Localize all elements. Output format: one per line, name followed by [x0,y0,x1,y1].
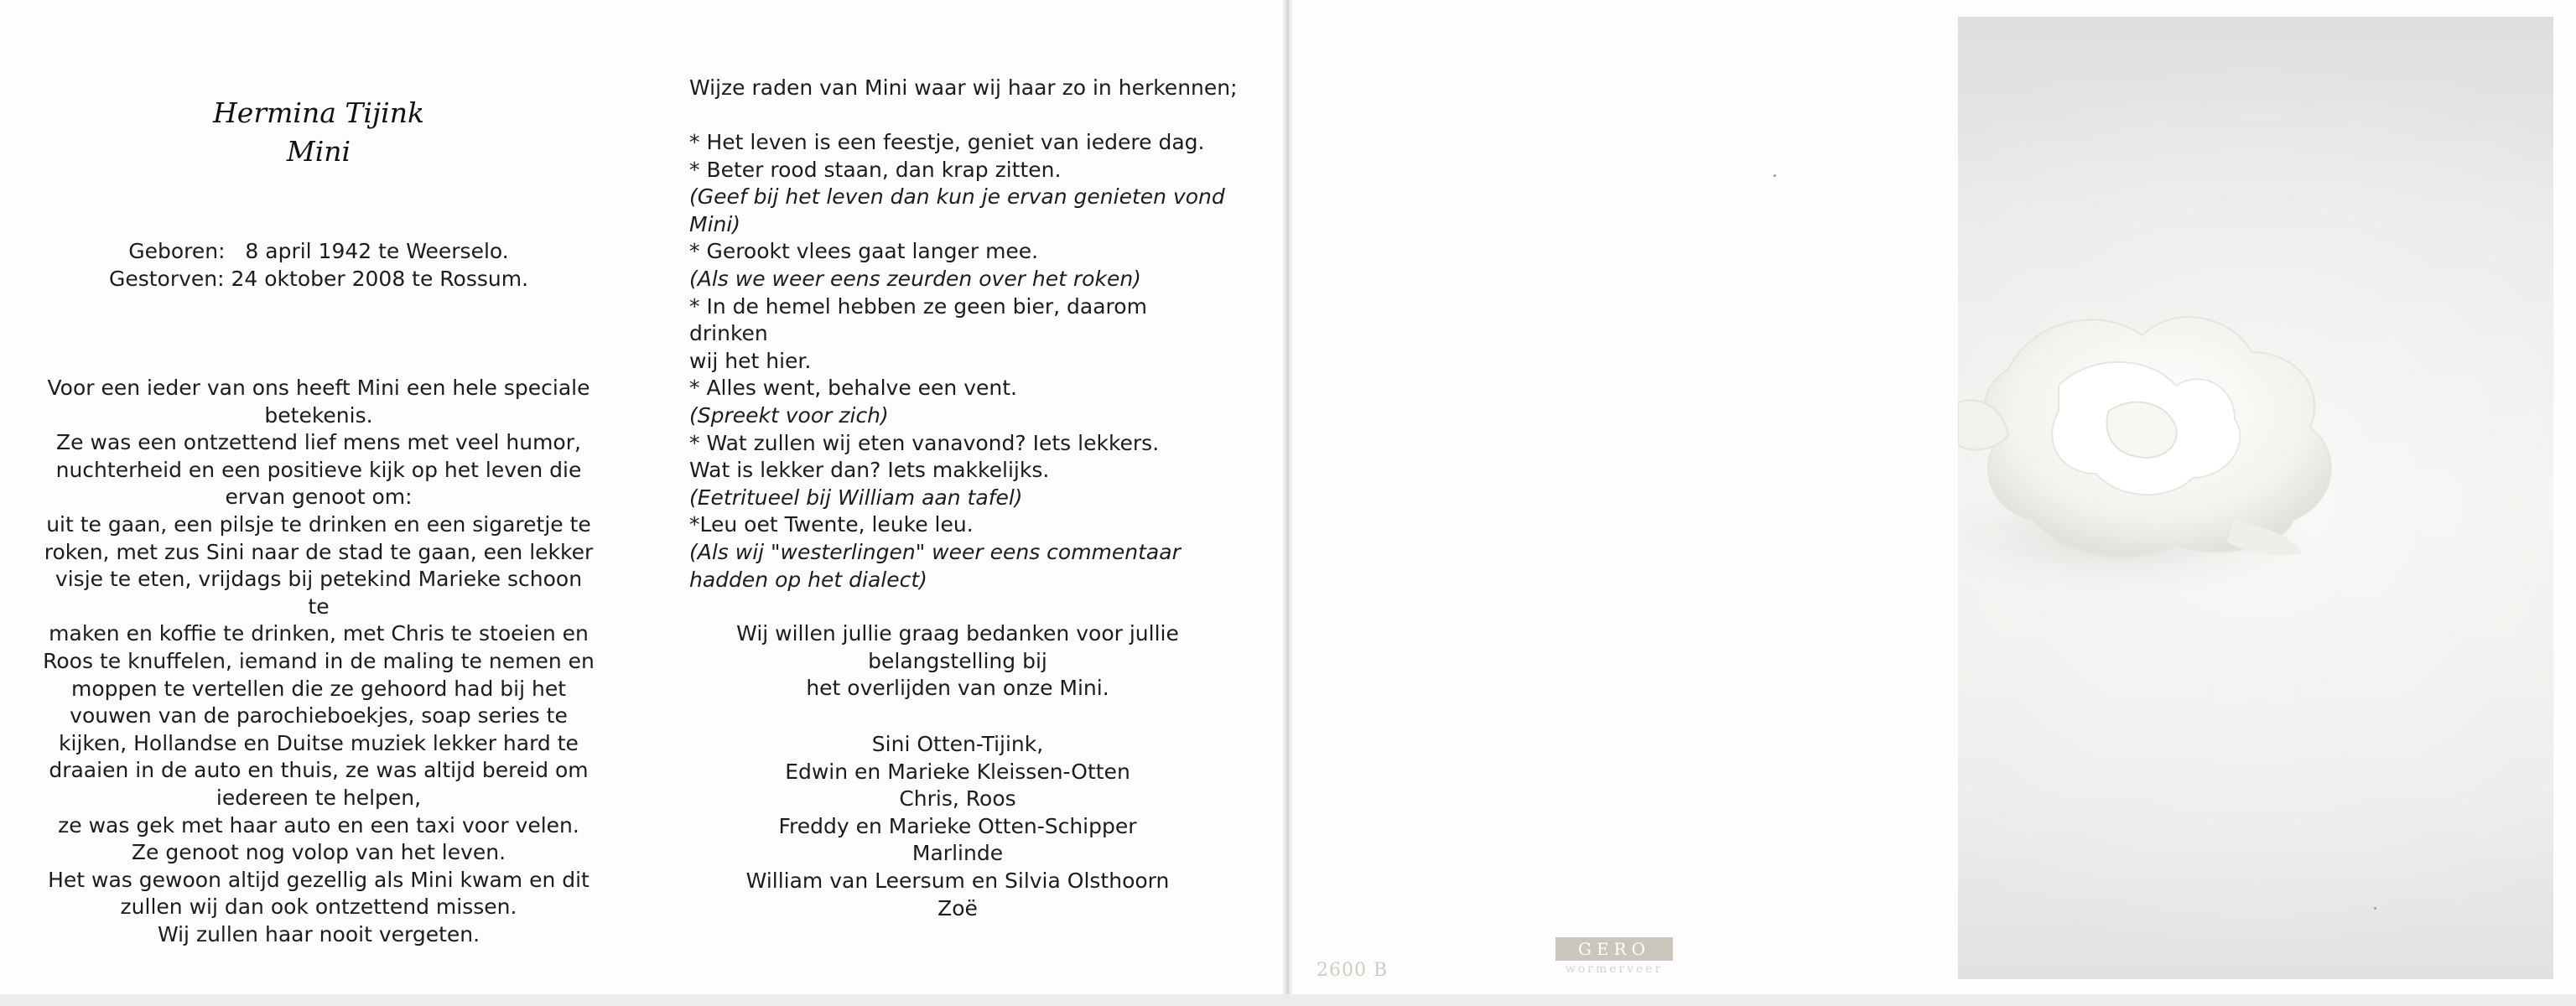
memoir-line: Roos te knuffelen, iemand in de maling te nemen en [43,648,595,673]
publisher-logo [1555,937,1673,976]
saying-line: * Gerookt vlees gaat langer mee. [689,239,1039,264]
saying-line: * Het leven is een feestje, geniet van iedere dag. [689,130,1205,154]
saying-line: * In de hemel hebben ze geen bier, daarom drinken [689,293,1147,346]
nickname: Mini [286,135,351,168]
family-signatures [689,731,1226,922]
saying-line: hadden op het dialect) [689,567,927,592]
name-heading [42,94,595,171]
saying-line: (Spreekt voor zich) [689,402,889,428]
memoir-line: maken en koffie te drinken, met Chris te stoeien en [49,621,589,646]
family-member: William van Leersum en Silvia Olsthoorn [745,868,1170,893]
saying-line: (Als we weer eens zeurden over het roken) [689,266,1141,291]
full-name: Hermina Tijink [213,96,424,129]
paper-speck [1774,174,1776,177]
saying-line: * Beter rood staan, dan krap zitten. [689,157,1062,182]
memoir-line: visje te eten, vrijdags bij petekind Marieke schoon te [55,567,583,619]
saying-line: wij het hier. [689,348,812,373]
memoir-line: betekenis. [264,402,373,428]
memoir-line: draaien in de auto en thuis, ze was altijd bereid om [49,758,589,783]
memoir-line: moppen te vertellen die ze gehoord had bij het [70,676,567,701]
thanks-text [689,620,1226,703]
saying-line: *Leu oet Twente, leuke leu. [689,512,974,537]
memoir-line: iedereen te helpen, [216,785,422,810]
memoir-line: Ze was een ontzettend lief mens met veel humor, [56,430,581,455]
saying-line: Mini) [689,211,741,236]
thanks-line: belangstelling bij [868,648,1047,673]
memoir-line: roken, met zus Sini naar de stad te gaan, een lekker [44,539,594,564]
saying-line: (Geef bij het leven dan kun je ervan genieten vond [689,184,1225,210]
memoir-line: uit te gaan, een pilsje te drinken en een sigaretje te [46,511,591,537]
rose-photo [1958,17,2553,979]
family-member: Sini Otten-Tijink, [871,732,1044,756]
saying-line: Wat is lekker dan? Iets makkelijks. [689,458,1050,483]
family-member: Freddy en Marieke Otten-Schipper [778,813,1137,838]
saying-line: * Alles went, behalve een vent. [689,376,1017,401]
thanks-line: het overlijden van onze Mini. [806,676,1109,701]
sayings-intro: Wijze raden van Mini waar wij haar zo in herkennen; [689,75,1238,100]
memoir-line: Voor een ieder van ons heeft Mini een hele speciale [47,376,590,400]
family-member: Edwin en Marieke Kleissen-Otten [785,759,1130,784]
memoir-line: kijken, Hollandse en Duitse muziek lekker hard te [59,730,579,755]
card-fold [1283,0,1293,1006]
family-member: Marlinde [911,841,1004,866]
memoir-line: nuchterheid en een positieve kijk op het leven die [55,457,582,482]
memoir-text [42,375,595,948]
family-member: Chris, Roos [899,786,1016,812]
family-member: Zoë [937,895,978,920]
memoir-line: ervan genoot om: [225,485,413,510]
saying-line: (Als wij "westerlingen" weer eens commentaar [689,539,1181,564]
memoir-line: ze was gek met haar auto en een taxi voor velen. [58,812,579,837]
thanks-line: Wij willen jullie graag bedanken voor jullie [736,621,1179,646]
saying-line: * Wat zullen wij eten vanavond? Iets lekkers. [689,430,1160,455]
memoir-line: vouwen van de parochieboekjes, soap series te [70,703,568,729]
card-code: 2600 B [1317,960,1389,981]
memoir-line: Wij zullen haar nooit vergeten. [157,921,480,946]
white-rose-icon [1958,17,2553,979]
death-date: Gestorven: 24 oktober 2008 te Rossum. [108,267,529,291]
birth-date: Geboren: 8 april 1942 te Weerselo. [128,239,509,263]
memoir-line: zullen wij dan ook ontzettend missen. [120,895,517,920]
card-edge [0,994,2576,1006]
memoir-line: Het was gewoon altijd gezellig als Mini kwam en dit [48,867,589,892]
memoir-line: Ze genoot nog volop van het leven. [131,840,506,865]
brand-place: wormerveer [1565,962,1664,976]
brand-name: GERO [1555,937,1673,961]
saying-line: (Eetritueel bij William aan tafel) [689,485,1023,510]
sayings-list [689,129,1226,594]
paper-speck [2374,907,2376,910]
life-dates [42,237,595,293]
